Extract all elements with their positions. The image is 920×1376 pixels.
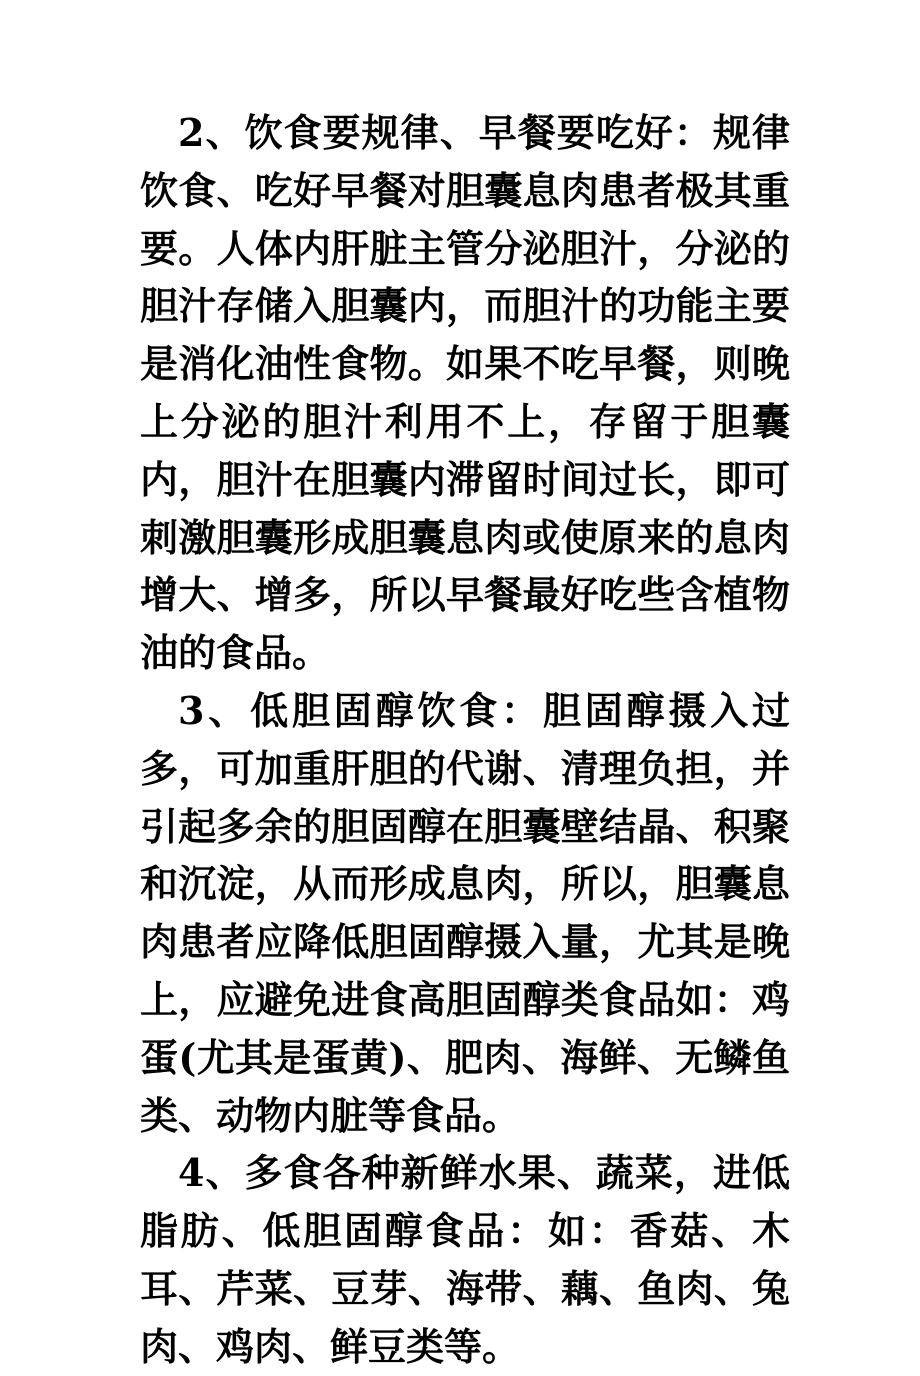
paragraph-fruits-vegetables: 4、多食各种新鲜水果、蔬菜，进低脂肪、低胆固醇食品：如：香菇、木耳、芹菜、豆芽、海带、藕、鱼肉、兔肉、鸡肉、鲜豆类等。 [140,1150,790,1369]
paragraph-diet-regular-breakfast: 2、饮食要规律、早餐要吃好：规律饮食、吃好早餐对胆囊息肉患者极其重要。人体内肝脏主管分泌胆汁，分泌的胆汁存储入胆囊内，而胆汁的功能主要是消化油性食物。如果不吃早餐，则晚上分泌的胆汁利用不上，存留于胆囊内，胆汁在胆囊内滞留时间过长，即可刺激胆囊形成胆囊息肉或使原来的息肉增大、增多，所以早餐最好吃些含植物油的食品。 [140,110,790,676]
paragraph-low-cholesterol: 3、低胆固醇饮食：胆固醇摄入过多，可加重肝胆的代谢、清理负担，并引起多余的胆固醇在胆囊壁结晶、积聚和沉淀，从而形成息肉，所以，胆囊息肉患者应降低胆固醇摄入量，尤其是晚上，应避免进食高胆固醇类食品如：鸡蛋(尤其是蛋黄)、肥肉、海鲜、无鳞鱼类、动物内脏等食品。 [140,687,790,1138]
document-body [140,104,790,1376]
